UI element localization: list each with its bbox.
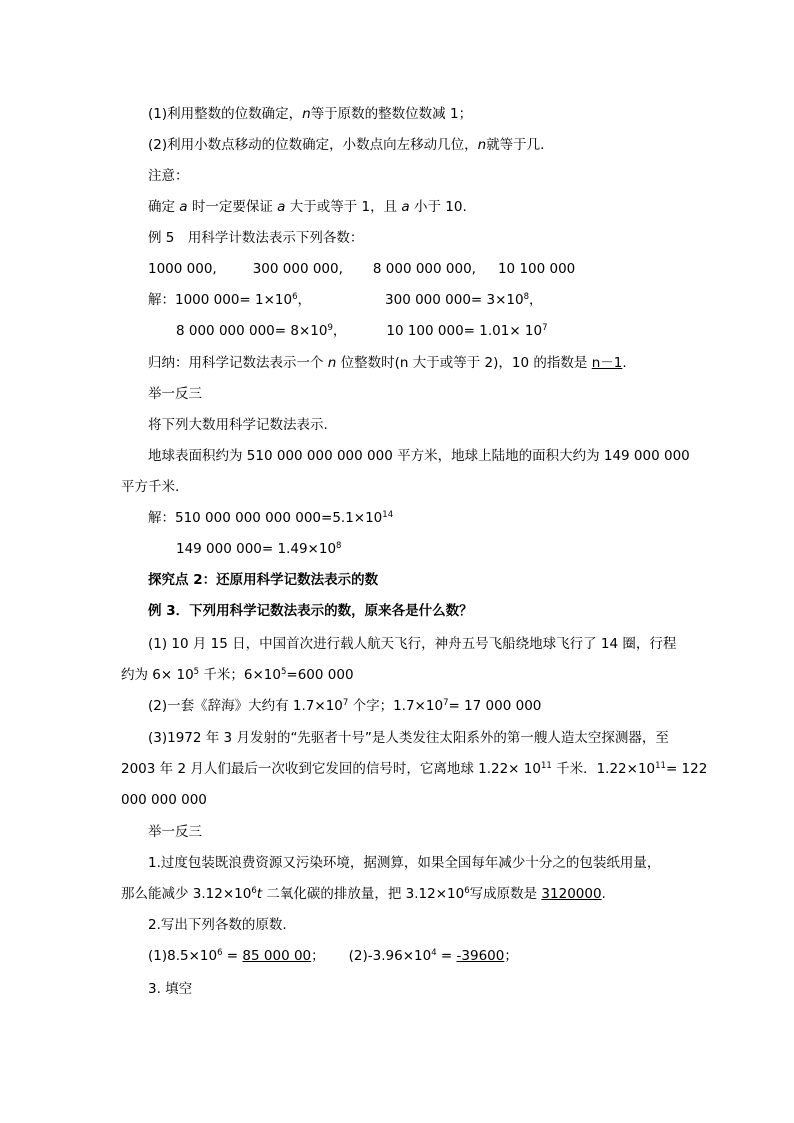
exponent: 7 <box>342 698 349 708</box>
exponent: 4 <box>431 948 437 958</box>
practice-item-2-title: 2.写出下列各数的原数. <box>148 917 287 933</box>
earth-question-line-2: 平方千米. <box>121 479 180 495</box>
exponent: 6 <box>464 886 470 896</box>
text: =600 000 <box>286 667 354 683</box>
text: = <box>222 948 243 964</box>
text: 写成原数是 <box>469 886 542 902</box>
variable-a: a <box>277 199 286 215</box>
variable-n: n <box>302 106 311 122</box>
exponent: 9 <box>327 323 333 333</box>
example-3-q2 <box>148 696 541 716</box>
example-5-answer-2 <box>176 321 548 341</box>
text: ； <box>504 948 518 964</box>
text: 大于或等于 1，且 <box>285 199 402 215</box>
example-3-q1-line-1: (1) 10 月 15 日，中国首次进行载人航天飞行，神舟五号飞船绕地球飞行了 14 圈，行程 <box>148 636 677 652</box>
exponent: 6 <box>292 292 298 302</box>
practice-item-3-title: 3. 填空 <box>148 981 193 997</box>
text: 1000 000= 1×10 <box>175 292 293 308</box>
note-label: 注意： <box>148 168 189 184</box>
text: ， <box>297 292 312 308</box>
earth-answer-2 <box>176 539 341 559</box>
text: 2003 年 2 月人们最后一次收到它发回的信号时，它离地球 1.22× 10 <box>121 761 541 777</box>
text: ， <box>529 292 543 308</box>
text: 就等于几. <box>486 137 545 153</box>
exponent: 7 <box>542 323 548 333</box>
summary-answer: n－1 <box>591 355 623 371</box>
example-3-q1-line-2 <box>121 665 354 685</box>
text: . <box>622 355 627 371</box>
example-5-answer-1 <box>148 290 543 310</box>
text: 149 000 000= 1.49×10 <box>176 541 337 557</box>
example-3-title: 例 3．下列用科学记数法表示的数，原来各是什么数？ <box>148 603 473 619</box>
text: (1)利用整数的位数确定， <box>148 106 303 122</box>
answer-value: 85 000 00 <box>242 948 312 964</box>
text: = 17 000 000 <box>448 698 542 714</box>
variable-a: a <box>401 199 410 215</box>
variable-n: n <box>477 137 487 153</box>
answer-label: 解： <box>148 510 175 526</box>
example-5-title: 例 5 用科学计数法表示下列各数： <box>148 230 364 246</box>
text: . <box>601 886 606 902</box>
earth-question-line-1: 地球表面积约为 510 000 000 000 000 平方米，地球上陆地的面积大约为 149 000 000 <box>148 448 690 464</box>
practice-item-1-line-1: 1.过度包装既浪费资源又污染环境，据测算，如果全国每年减少十分之的包装纸用量， <box>148 855 661 871</box>
text: 10 100 000= 1.01× 10 <box>386 323 543 339</box>
variable-n: n <box>327 355 337 371</box>
text: 510 000 000 000 000=5.1×10 <box>175 510 383 526</box>
number-4: 10 100 000 <box>497 261 576 277</box>
text: = <box>436 948 457 964</box>
text: ， <box>332 323 347 339</box>
text: 确定 <box>148 199 180 215</box>
text: 二氧化碳的排放量，把 3.12×10 <box>262 886 465 902</box>
exponent: 5 <box>193 667 200 677</box>
number-1: 1000 000, <box>148 261 217 277</box>
number-2: 300 000 000, <box>252 261 343 277</box>
text: = 122 <box>665 761 708 777</box>
text: (2)-3.96×10 <box>348 948 432 964</box>
practice-heading: 举一反三 <box>148 386 202 402</box>
practice-item-2-answers <box>148 946 518 966</box>
earth-answer-1 <box>148 508 393 528</box>
exponent: 7 <box>443 698 449 708</box>
rule-2-paragraph <box>148 135 544 155</box>
example-3-q3-line-3: 000 000 000 <box>121 792 207 808</box>
unit-t: t <box>256 886 263 902</box>
text: ； <box>311 948 325 964</box>
exponent: 8 <box>523 292 530 302</box>
exponent: 11 <box>540 761 552 771</box>
text: 300 000 000= 3×10 <box>385 292 524 308</box>
answer-label: 解： <box>148 292 175 308</box>
text: 时一定要保证 <box>187 199 278 215</box>
text: 千米．1.22×10 <box>551 761 656 777</box>
text: 位整数时(n 大于或等于 2)，10 的指数是 <box>336 355 592 371</box>
practice-heading-2: 举一反三 <box>148 824 202 840</box>
exponent: 8 <box>336 541 342 551</box>
variable-a: a <box>179 199 188 215</box>
exponent: 6 <box>251 886 257 896</box>
example-3-q3-line-1: (3)1972 年 3 月发射的“先驱者十号”是人类发往太阳系外的第一艘人造太空探测器，至 <box>148 730 669 746</box>
summary-paragraph <box>148 353 627 373</box>
text: 8 000 000 000= 8×10 <box>176 323 328 339</box>
answer-value: 3120000 <box>541 886 602 902</box>
practice-intro: 将下列大数用科学记数法表示. <box>148 417 328 433</box>
exponent: 5 <box>280 667 287 677</box>
text: (2)利用小数点移动的位数确定，小数点向左移动几位， <box>148 137 478 153</box>
answer-value: -39600 <box>456 948 505 964</box>
exponent: 6 <box>217 948 223 958</box>
text: 千米；6×10 <box>199 667 281 683</box>
text: 个字；1.7×10 <box>348 698 444 714</box>
text: 小于 10. <box>409 199 467 215</box>
example-3-q3-line-2 <box>121 759 707 779</box>
text: 等于原数的整数位数减 1； <box>310 106 473 122</box>
text: 约为 6× 10 <box>121 667 194 683</box>
rule-1-paragraph <box>148 104 472 124</box>
note-paragraph <box>148 197 467 217</box>
practice-item-1-line-2 <box>121 884 606 904</box>
exponent: 11 <box>655 761 666 771</box>
text: 那么能减少 3.12×10 <box>121 886 252 902</box>
text: (1)8.5×10 <box>148 948 218 964</box>
example-5-numbers <box>148 259 575 279</box>
text: 归纳：用科学记数法表示一个 <box>148 355 328 371</box>
number-3: 8 000 000 000, <box>372 261 476 277</box>
exponent: 14 <box>382 510 394 520</box>
section-heading: 探究点 2：还原用科学记数法表示的数 <box>148 572 379 588</box>
text: (2)一套《辞海》大约有 1.7×10 <box>148 698 343 714</box>
